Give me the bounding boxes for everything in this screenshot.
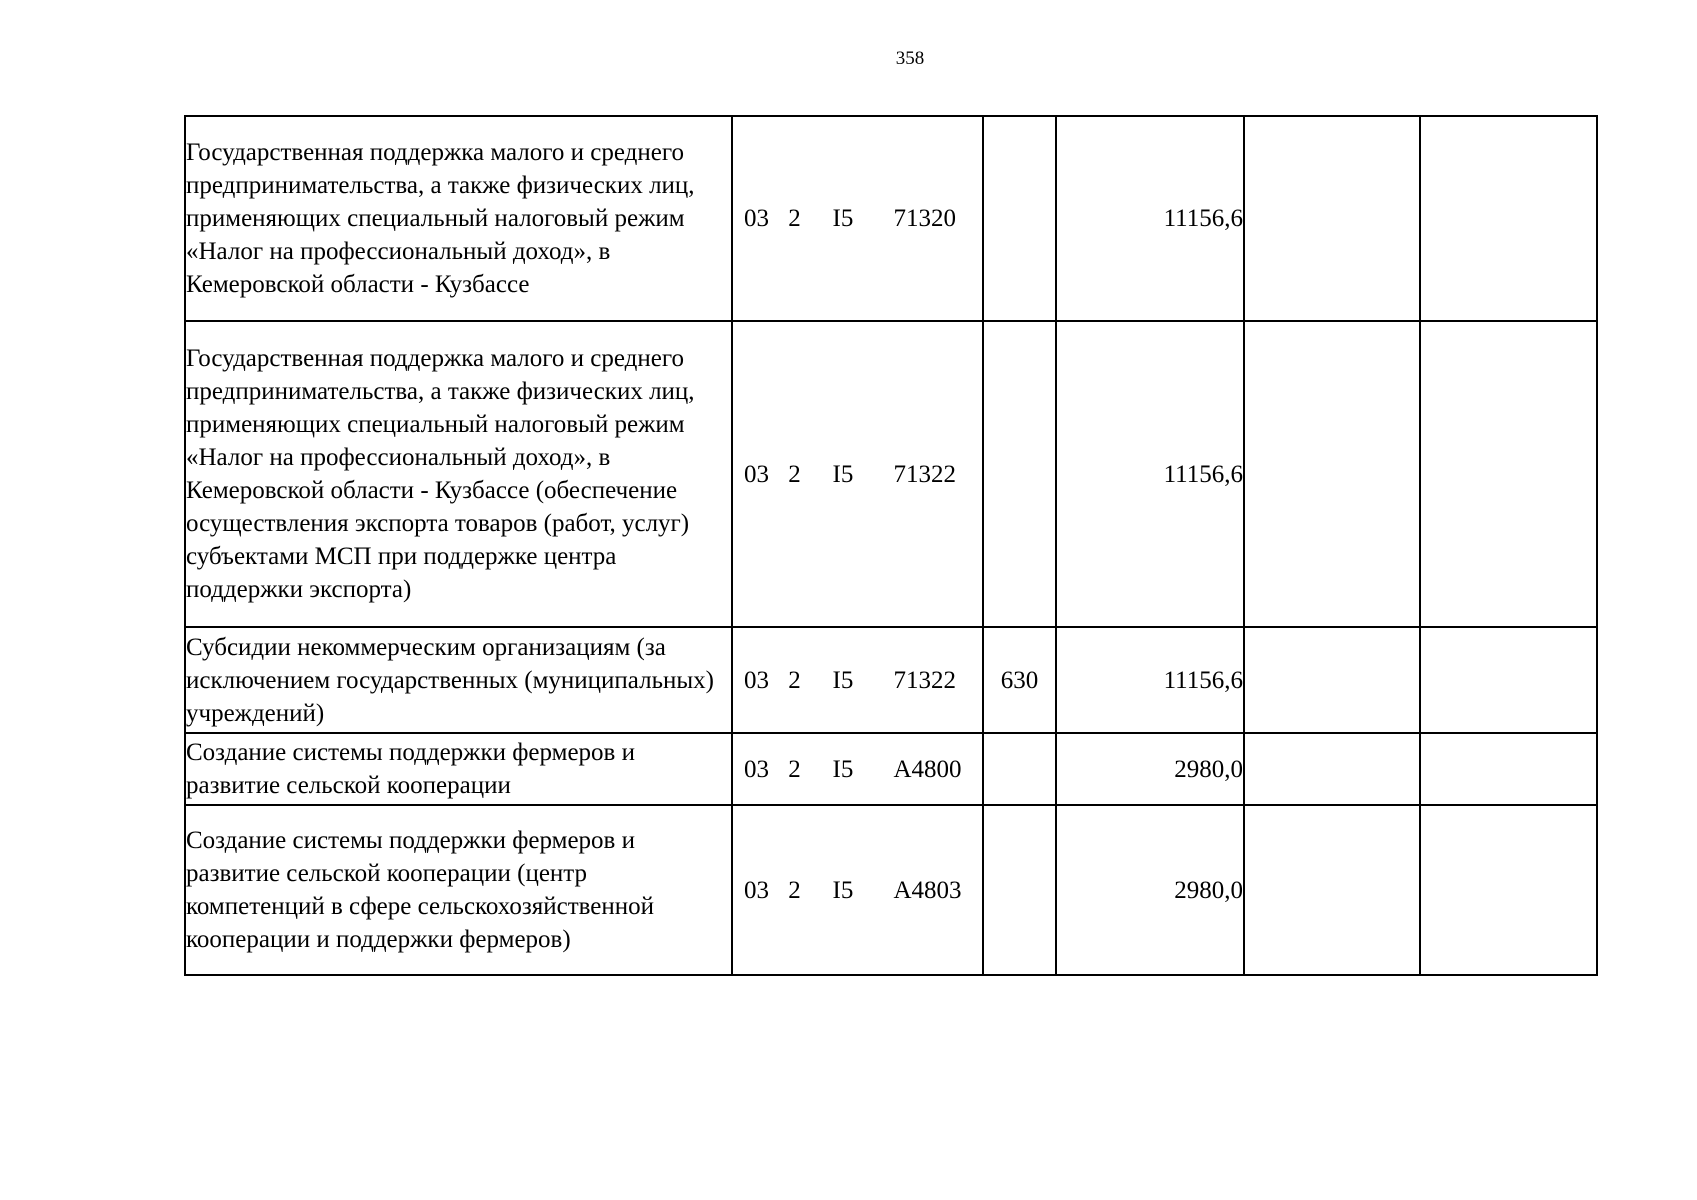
row-codes: [732, 321, 983, 627]
amount-value: 2980,0: [1056, 733, 1244, 805]
row-name: Создание системы поддержки фермеров и развитие сельской кооперации: [185, 733, 732, 805]
expense-type-code: [983, 116, 1056, 321]
amount-value: 11156,6: [1056, 627, 1244, 733]
table-row: [185, 116, 1597, 321]
row-codes: [732, 116, 983, 321]
table-row: [185, 805, 1597, 975]
extra-value: [1244, 805, 1420, 975]
row-name: Государственная поддержка малого и среднего предпринимательства, а также физических лиц, применяющих специальный налоговый режим «Налог на профессиональный доход», в Кемеровской области - Кузбассе (обеспечение осуществления экспорта товаров (работ, услуг) субъектами МСП при поддержке центра поддержки экспорта): [185, 321, 732, 627]
subprogram-code: 2: [788, 460, 801, 488]
page-number: 358: [895, 48, 925, 69]
project-code: I5: [832, 876, 854, 904]
direction-code: 71320: [893, 205, 956, 232]
direction-code: 71322: [893, 666, 956, 694]
extra-value: [1244, 627, 1420, 733]
subprogram-code: 2: [788, 755, 801, 783]
extra-value: [1420, 805, 1597, 975]
expense-type-code: 630: [983, 627, 1056, 733]
extra-value: [1244, 733, 1420, 805]
subprogram-code: 2: [788, 876, 801, 904]
row-name: Создание системы поддержки фермеров и развитие сельской кооперации (центр компетенций в сфере сельскохозяйственной кооперации и поддержки фермеров): [185, 805, 732, 975]
amount-value: 11156,6: [1056, 321, 1244, 627]
table-row: [185, 733, 1597, 805]
extra-value: [1420, 733, 1597, 805]
section-code: 03: [744, 205, 769, 232]
amount-value: 11156,6: [1056, 116, 1244, 321]
section-code: 03: [744, 460, 769, 488]
row-codes: [732, 805, 983, 975]
table-row: [185, 321, 1597, 627]
project-code: I5: [832, 460, 854, 488]
row-name: Субсидии некоммерческим организациям (за исключением государственных (муниципальных) учреждений): [185, 627, 732, 733]
project-code: I5: [832, 205, 854, 232]
direction-code: A4800: [893, 755, 962, 783]
expense-type-code: [983, 805, 1056, 975]
extra-value: [1244, 116, 1420, 321]
project-code: I5: [832, 755, 854, 783]
amount-value: 2980,0: [1056, 805, 1244, 975]
extra-value: [1420, 627, 1597, 733]
section-code: 03: [744, 755, 769, 783]
extra-value: [1244, 321, 1420, 627]
section-code: 03: [744, 666, 769, 694]
budget-table: [184, 115, 1598, 976]
row-name: Государственная поддержка малого и среднего предпринимательства, а также физических лиц, применяющих специальный налоговый режим «Налог на профессиональный доход», в Кемеровской области - Кузбассе: [185, 116, 732, 321]
project-code: I5: [832, 666, 854, 694]
extra-value: [1420, 116, 1597, 321]
section-code: 03: [744, 876, 769, 904]
expense-type-code: [983, 733, 1056, 805]
subprogram-code: 2: [788, 205, 801, 232]
direction-code: A4803: [893, 876, 962, 904]
row-codes: [732, 627, 983, 733]
table-row: [185, 627, 1597, 733]
row-codes: [732, 733, 983, 805]
direction-code: 71322: [893, 460, 956, 488]
extra-value: [1420, 321, 1597, 627]
subprogram-code: 2: [788, 666, 801, 694]
expense-type-code: [983, 321, 1056, 627]
